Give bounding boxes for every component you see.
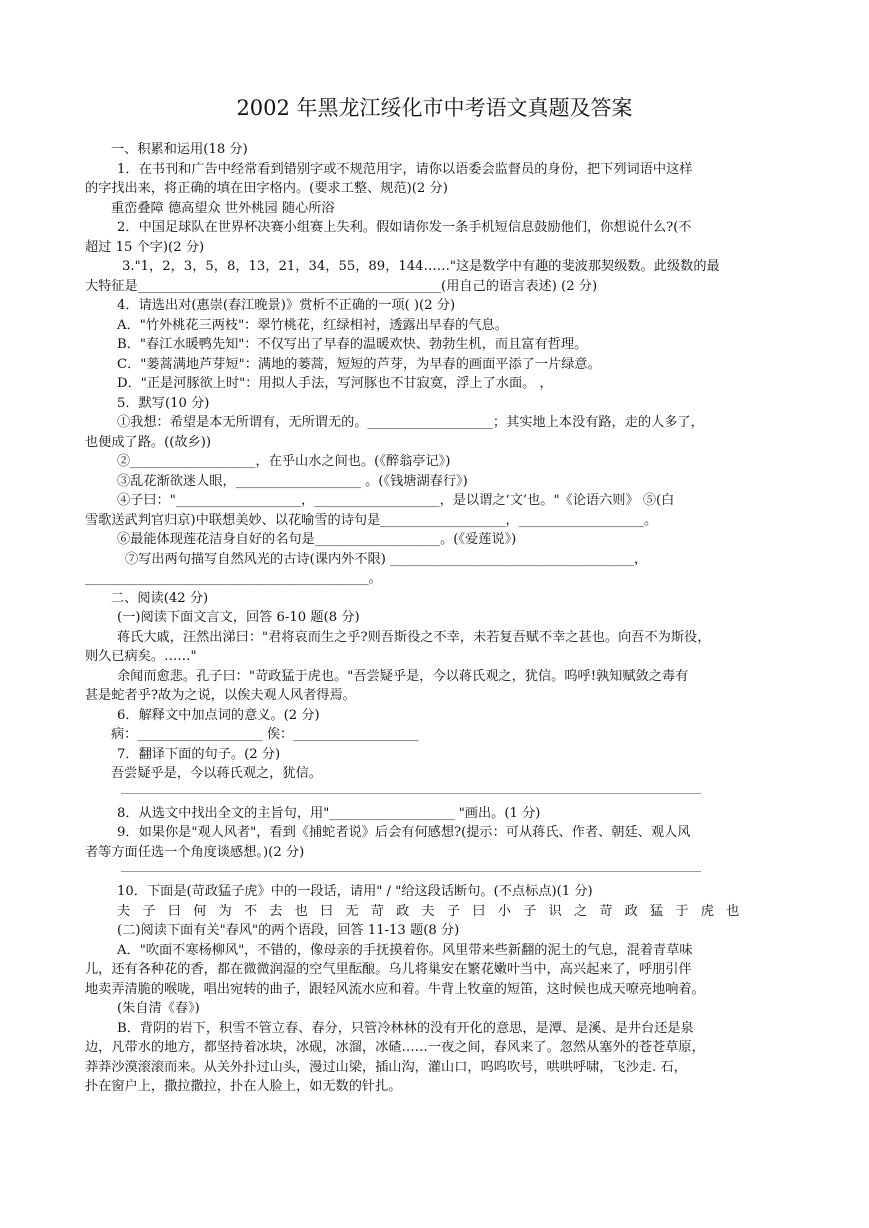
text-line: 9．如果你是"观人风者"，看到《捕蛇者说》后会有何感想?(提示：可从蒋氏、作者、朝廷、观人风 [117, 825, 691, 840]
text-line: 超过 15 个字)(2 分) [85, 239, 205, 255]
text-line: (二)阅读下面有关"春风"的两个语段，回答 11-13 题(8 分) [117, 923, 460, 938]
text-line: ①我想：希望是本无所谓有，无所谓无的。___________________；其实地上本没有路，走的人多了， [117, 415, 704, 430]
text-line: 8．从选文中找出全文的主旨句，用"___________________ "画出。(1 分) [117, 805, 541, 821]
answer-line [121, 871, 701, 872]
text-line: 大特征是______________________________________________(用自己的语言表述) (2 分) [85, 278, 598, 294]
text-line: 边，凡带水的地方，都坚持着冰块，冰砚，冰溜，冰碴……一夜之间，春风来了。忽然从塞外的苍苍草原， [85, 1040, 705, 1055]
text-line: 吾尝疑乎是，今以蒋氏观之，犹信。 [111, 766, 322, 781]
answer-line [121, 793, 701, 794]
text-line: 地卖弄清脆的喉咙，唱出宛转的曲子，跟轻风流水应和着。牛背上牧童的短笛，这时候也成天嘹亮地响着。 [85, 981, 705, 997]
text-line: 3."1，2，3，5，8，13，21，34，55，89，144……"这是数学中有趣的斐波那契级数。此级数的最 [122, 259, 720, 274]
text-line: 甚是蛇者乎?故为之说，以俟夫观人风者得焉。 [85, 688, 356, 703]
text-line: 一、积累和运用(18 分) [111, 142, 248, 157]
text-line: ⑥最能体现莲花洁身自好的名句是___________________。(《爱莲说》) [117, 532, 517, 547]
text-line: 重峦叠障 德高望众 世外桃园 随心所浴 [111, 200, 335, 216]
text-line: A．"竹外桃花三两枝"：翠竹桃花，红绿相衬，透露出早春的气息。 [117, 317, 508, 333]
text-line: 4．请选出对(惠崇(春江晚景)》赏析不正确的一项( )(2 分) [117, 298, 456, 313]
text-line: (朱自清《春》) [117, 1001, 200, 1016]
text-line: 者等方面任选一个角度谈感想。)(2 分) [85, 844, 305, 860]
text-line: 莽莽沙漠滚滚而来。从关外扑过山头，漫过山梁，插山沟，灌山口，呜呜吹号，哄哄呼啸，飞沙走. 石， [85, 1059, 687, 1075]
text-line: 7．翻译下面的句子。(2 分) [117, 746, 281, 762]
text-line: 儿，还有各种花的香，都在微微润湿的空气里酝酿。乌儿将巢安在繁花嫩叶当中，高兴起来了，呼朋引伴 [85, 962, 692, 977]
page-title: 2002 年黑龙江绥化市中考语文真题及答案 [236, 96, 633, 120]
text-line: C．"蒌蒿满地芦芽短"：满地的蒌蒿，短短的芦芽，为早春的画面平添了一片绿意。 [117, 356, 601, 372]
text-line: B．背阴的岩下，积雪不管立春、春分，只管冷林林的没有开化的意思，是潭、是溪、是井台还是泉 [117, 1020, 694, 1036]
document-body [85, 140, 787, 1097]
text-line: 6．解释文中加点词的意义。(2 分) [117, 707, 320, 723]
text-line: B．"春江水暖鸭先知"：不仅写出了早春的温暖欢快、勃勃生机，而且富有哲理。 [117, 337, 588, 352]
text-line: 夫 子 曰 何 为 不 去 也 曰 无 苛 政 夫 子 曰 小 子 识 之 苛 政 猛 于 虎 也 [117, 903, 744, 919]
text-line: 1．在书刊和广告中经常看到错别字或不规范用字，请你以语委会监督员的身份，把下列词语中这样 [117, 161, 693, 177]
text-line: 余闻而愈悲。孔子曰："苛政猛于虎也。"吾尝疑乎是，今以蒋氏观之，犹信。呜呼!孰知赋敛之毒有 [117, 668, 689, 684]
text-line: ③乱花渐欲迷人眼，___________________ 。(《钱塘湖春行》) [117, 473, 468, 489]
text-line: A．"吹面不寒杨柳风"，不错的，像母亲的手抚摸着你。风里带来些新翻的泥土的气息，混着青草味 [117, 942, 693, 958]
text-line: 也便成了路。((故乡)) [85, 434, 212, 450]
text-line: 10．下面是(苛政猛子虎》中的一段话，请用" / "给这段话断句。(不点标点)(1 分) [117, 884, 593, 899]
text-line: (一)阅读下面文言文，回答 6-10 题(8 分) [117, 610, 360, 625]
text-line: ⑦写出两句描写自然风光的古诗(课内外不限) _____________________________________， [125, 551, 648, 567]
text-line: ④子曰："___________________，___________________，是以谓之‘文’也。"《论语六则》 ⑤(白 [117, 493, 675, 508]
text-line: D．"正是河豚欲上时"：用拟人手法，写河豚也不甘寂寞，浮上了水面。 ， [117, 376, 553, 391]
text-line: 2．中国足球队在世界杯决赛小组赛上失利。假如请你发一条手机短信息鼓励他们，你想说什么?(不 [117, 220, 692, 235]
text-line: 的字找出来，将正确的填在田字格内。(要求工整、规范)(2 分) [85, 181, 448, 196]
text-line: ②___________________，在乎山水之间也。(《醉翁亭记》) [117, 454, 451, 469]
text-line: 雪歌送武判官归京)中联想美妙、以花喻雪的诗句是___________________，___________________。 [85, 512, 658, 528]
text-line: 二、阅读(42 分) [111, 590, 209, 606]
text-line: 扑在窗户上，撒拉撒拉，扑在人脸上，如无数的针扎。 [85, 1079, 402, 1094]
text-line: 蒋氏大戚，汪然出涕曰："君将哀而生之乎?则吾斯役之不幸，未若复吾赋不幸之甚也。向吾不为斯役， [117, 629, 711, 645]
text-line: ___________________________________________。 [85, 571, 382, 586]
text-line: 则久已病矣。……" [85, 649, 197, 664]
text-line: 病：___________________ 俟：___________________ [111, 727, 419, 742]
text-line: 5．默写(10 分) [117, 395, 210, 411]
